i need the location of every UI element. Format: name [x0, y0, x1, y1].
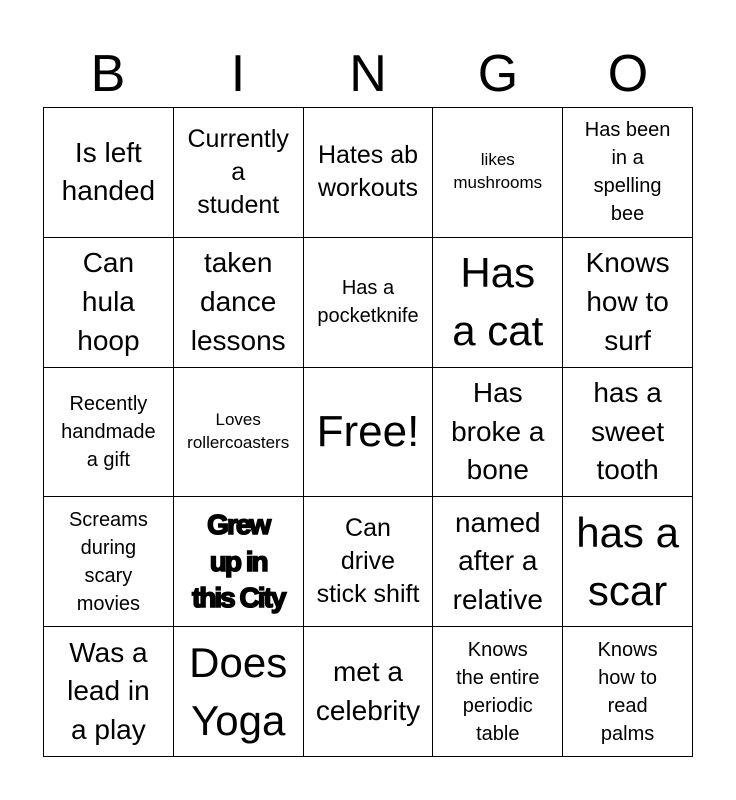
header-letter-i: I: [230, 45, 246, 103]
bingo-cell[interactable]: [304, 627, 434, 757]
bingo-cell-text: likes mushrooms: [453, 150, 543, 193]
header-letter-n: N: [349, 45, 387, 103]
bingo-cell-text: Has a pocketknife: [317, 277, 419, 328]
bingo-header: [43, 40, 693, 108]
bingo-cell[interactable]: [304, 108, 434, 238]
bingo-cell[interactable]: [563, 108, 693, 238]
bingo-cell-text: taken dance lessons: [190, 247, 286, 356]
bingo-board: [43, 107, 693, 757]
bingo-cell[interactable]: [304, 497, 434, 627]
bingo-cell[interactable]: [433, 497, 563, 627]
bingo-cell[interactable]: [44, 368, 174, 498]
bingo-cell-text: Has broke a bone: [451, 377, 545, 486]
bingo-cell-text: Can hula hoop: [77, 247, 140, 356]
bingo-cell-text: Currently a student: [187, 124, 289, 219]
bingo-cell-text: Has been in a spelling bee: [584, 119, 671, 226]
bingo-cell-text: Hates ab workouts: [317, 141, 419, 203]
header-letter-b: B: [90, 45, 126, 103]
bingo-cell[interactable]: [304, 238, 434, 368]
bingo-cell-text: Was a lead in a play: [67, 636, 150, 745]
bingo-cell-text: Recently handmade a gift: [61, 392, 156, 471]
bingo-cell[interactable]: [433, 627, 563, 757]
bingo-cell-text: Grew up in this City: [191, 509, 285, 613]
bingo-cell[interactable]: [174, 368, 304, 498]
bingo-cell[interactable]: [563, 368, 693, 498]
bingo-cell[interactable]: [44, 497, 174, 627]
bingo-cell[interactable]: [563, 238, 693, 368]
bingo-cell-text: has a sweet tooth: [591, 377, 665, 486]
bingo-cell-text: Free!: [316, 406, 420, 456]
bingo-cell-text: Knows how to read palms: [597, 638, 658, 745]
bingo-cell[interactable]: [563, 497, 693, 627]
bingo-cell-text: named after a relative: [452, 506, 543, 616]
bingo-cell[interactable]: [433, 368, 563, 498]
bingo-cell-text: Is left handed: [61, 136, 156, 207]
bingo-cell[interactable]: [44, 238, 174, 368]
bingo-cell[interactable]: [563, 627, 693, 757]
bingo-cell-text: Screams during scary movies: [68, 508, 148, 615]
bingo-cell[interactable]: [174, 238, 304, 368]
bingo-cell[interactable]: [174, 108, 304, 238]
bingo-cell-text: Knows the entire periodic table: [456, 638, 540, 745]
bingo-cell[interactable]: [44, 108, 174, 238]
bingo-cell[interactable]: [44, 627, 174, 757]
bingo-cell[interactable]: [174, 627, 304, 757]
bingo-cell[interactable]: [433, 238, 563, 368]
bingo-cell-text: has a scar: [576, 508, 679, 614]
bingo-cell-text: Loves rollercoasters: [187, 410, 290, 452]
bingo-cell[interactable]: [174, 497, 304, 627]
bingo-cell-free[interactable]: [304, 368, 434, 498]
bingo-cell[interactable]: [433, 108, 563, 238]
bingo-cell-text: Has a cat: [452, 249, 544, 355]
header-letter-g: G: [477, 45, 519, 103]
bingo-cell-text: met a celebrity: [315, 655, 421, 726]
bingo-cell-text: Does Yoga: [189, 638, 288, 744]
bingo-cell-text: Can drive stick shift: [316, 514, 420, 609]
bingo-cell-text: Knows how to surf: [585, 247, 670, 356]
header-letter-o: O: [607, 45, 649, 103]
